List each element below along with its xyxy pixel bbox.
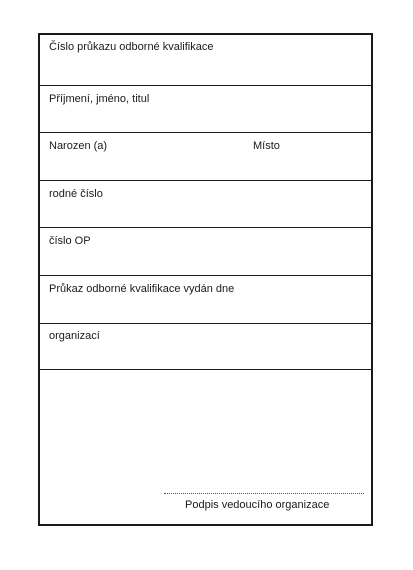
id-card-row[interactable]: [40, 228, 371, 276]
issued-date-label: Průkaz odborné kvalifikace vydán dne: [49, 283, 235, 295]
id-card-label: číslo OP: [49, 235, 91, 247]
qualification-card-form: [38, 33, 373, 526]
name-label: Příjmení, jméno, titul: [49, 93, 150, 105]
license-number-row[interactable]: [40, 35, 371, 86]
birth-number-row[interactable]: [40, 181, 371, 228]
born-label: Narozen (a): [49, 140, 108, 152]
place-label: Místo: [253, 140, 280, 152]
birth-number-label: rodné číslo: [49, 188, 103, 200]
birth-row[interactable]: [40, 133, 371, 181]
issued-date-row[interactable]: [40, 276, 371, 324]
name-row[interactable]: [40, 86, 371, 133]
organization-row[interactable]: [40, 324, 371, 370]
license-number-label: Číslo průkazu odborné kvalifikace: [49, 41, 214, 53]
signature-caption: Podpis vedoucího organizace: [185, 499, 330, 511]
signature-line[interactable]: [164, 493, 364, 494]
organization-label: organizací: [49, 330, 100, 342]
